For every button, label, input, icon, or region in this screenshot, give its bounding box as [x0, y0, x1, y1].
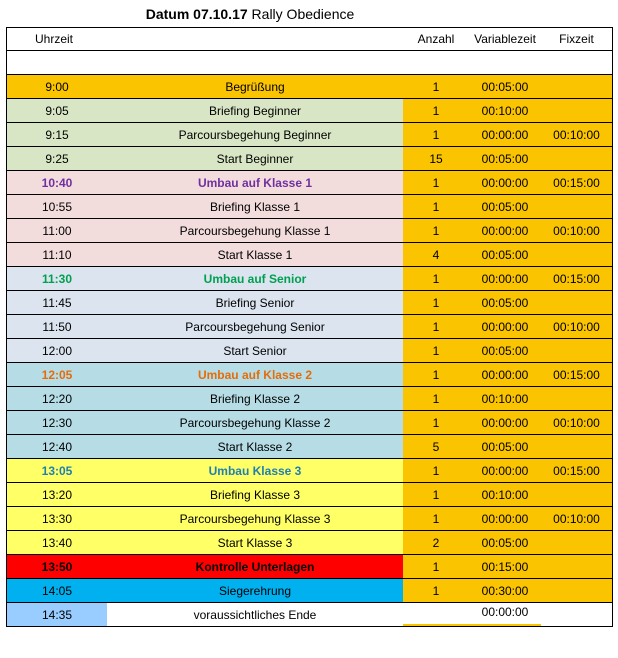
table-row [7, 507, 612, 531]
cell-fixed [541, 435, 612, 458]
cell-count: 1 [403, 579, 469, 602]
schedule-table [6, 27, 613, 627]
cell-count: 1 [403, 291, 469, 314]
table-row [7, 459, 612, 483]
cell-count [403, 603, 469, 626]
cell-event: Umbau Klasse 3 [107, 459, 403, 482]
cell-event: Briefing Senior [107, 291, 403, 314]
cell-variable: 00:10:00 [469, 483, 541, 506]
cell-time: 11:00 [7, 219, 107, 242]
cell-count: 1 [403, 363, 469, 386]
table-row [7, 123, 612, 147]
cell-count: 15 [403, 147, 469, 170]
cell-count: 2 [403, 531, 469, 554]
cell-time: 10:40 [7, 171, 107, 194]
title-event: Rally Obedience [247, 6, 355, 22]
cell-variable: 00:05:00 [469, 531, 541, 554]
cell-variable: 00:05:00 [469, 435, 541, 458]
header-count: Anzahl [403, 28, 469, 50]
cell-event: Parcoursbegehung Beginner [107, 123, 403, 146]
cell-event: Parcoursbegehung Klasse 3 [107, 507, 403, 530]
cell-event: Parcoursbegehung Klasse 2 [107, 411, 403, 434]
cell-fixed [541, 339, 612, 362]
table-row [7, 195, 612, 219]
header-event [107, 28, 403, 50]
cell-event: Start Klasse 3 [107, 531, 403, 554]
cell-event: Parcoursbegehung Klasse 1 [107, 219, 403, 242]
cell-fixed [541, 147, 612, 170]
cell-fixed: 00:10:00 [541, 123, 612, 146]
cell-fixed: 00:10:00 [541, 315, 612, 338]
cell-variable: 00:00:00 [469, 411, 541, 434]
cell-count: 1 [403, 219, 469, 242]
cell-event: Umbau auf Klasse 2 [107, 363, 403, 386]
cell-time: 14:05 [7, 579, 107, 602]
cell-variable: 00:00:00 [469, 267, 541, 290]
table-row [7, 387, 612, 411]
cell-time: 9:05 [7, 99, 107, 122]
cell-time: 10:55 [7, 195, 107, 218]
cell-count: 5 [403, 435, 469, 458]
cell-event: Start Senior [107, 339, 403, 362]
cell-variable: 00:05:00 [469, 339, 541, 362]
table-row [7, 483, 612, 507]
cell-count: 1 [403, 483, 469, 506]
cell-fixed: 00:10:00 [541, 507, 612, 530]
cell-variable: 00:00:00 [469, 459, 541, 482]
cell-variable: 00:10:00 [469, 387, 541, 410]
cell-variable: 00:15:00 [469, 555, 541, 578]
cell-count: 4 [403, 243, 469, 266]
header-fixed: Fixzeit [541, 28, 612, 50]
cell-count: 1 [403, 339, 469, 362]
cell-event: Briefing Klasse 2 [107, 387, 403, 410]
table-row [7, 219, 612, 243]
table-row [7, 315, 612, 339]
table-row [7, 99, 612, 123]
cell-count: 1 [403, 459, 469, 482]
cell-count: 1 [403, 171, 469, 194]
cell-fixed: 00:10:00 [541, 411, 612, 434]
cell-variable: 00:05:00 [469, 75, 541, 98]
cell-time: 11:50 [7, 315, 107, 338]
table-row [7, 579, 612, 603]
cell-time: 11:10 [7, 243, 107, 266]
cell-count: 1 [403, 507, 469, 530]
cell-time: 11:30 [7, 267, 107, 290]
cell-time: 9:25 [7, 147, 107, 170]
cell-time: 9:00 [7, 75, 107, 98]
cell-count: 1 [403, 411, 469, 434]
cell-variable: 00:05:00 [469, 291, 541, 314]
table-row [7, 291, 612, 315]
table-row [7, 339, 612, 363]
cell-variable: 00:10:00 [469, 99, 541, 122]
cell-variable: 00:00:00 [469, 507, 541, 530]
table-header [7, 27, 612, 51]
table-row [7, 171, 612, 195]
cell-time: 12:05 [7, 363, 107, 386]
cell-fixed [541, 603, 612, 626]
table-row [7, 555, 612, 579]
cell-fixed [541, 291, 612, 314]
cell-fixed: 00:15:00 [541, 267, 612, 290]
cell-variable: 00:00:00 [469, 315, 541, 338]
cell-variable: 00:30:00 [469, 579, 541, 602]
cell-variable: 00:05:00 [469, 195, 541, 218]
document-title [0, 6, 500, 22]
header-time: Uhrzeit [7, 28, 107, 50]
cell-event: Start Klasse 1 [107, 243, 403, 266]
cell-variable: 00:00:00 [469, 123, 541, 146]
cell-time: 13:50 [7, 555, 107, 578]
table-row [7, 435, 612, 459]
cell-event: voraussichtliches Ende [107, 603, 403, 626]
cell-event: Start Beginner [107, 147, 403, 170]
blank-row [7, 51, 612, 75]
cell-count: 1 [403, 315, 469, 338]
cell-fixed: 00:10:00 [541, 219, 612, 242]
cell-event: Kontrolle Unterlagen [107, 555, 403, 578]
cell-time: 14:35 [7, 603, 107, 626]
cell-fixed [541, 483, 612, 506]
cell-fixed [541, 75, 612, 98]
cell-time: 13:05 [7, 459, 107, 482]
cell-event: Briefing Klasse 1 [107, 195, 403, 218]
cell-time: 12:30 [7, 411, 107, 434]
cell-event: Briefing Klasse 3 [107, 483, 403, 506]
cell-event: Parcoursbegehung Senior [107, 315, 403, 338]
cell-time: 12:40 [7, 435, 107, 458]
table-body [7, 75, 612, 627]
table-row [7, 75, 612, 99]
table-row [7, 147, 612, 171]
cell-count: 1 [403, 75, 469, 98]
cell-fixed [541, 387, 612, 410]
cell-time: 12:20 [7, 387, 107, 410]
cell-fixed: 00:15:00 [541, 363, 612, 386]
cell-fixed: 00:15:00 [541, 459, 612, 482]
cell-count: 1 [403, 267, 469, 290]
cell-count: 1 [403, 555, 469, 578]
cell-fixed: 00:15:00 [541, 171, 612, 194]
cell-variable: 00:00:00 [469, 603, 541, 626]
cell-variable: 00:05:00 [469, 243, 541, 266]
cell-fixed [541, 531, 612, 554]
cell-event: Start Klasse 2 [107, 435, 403, 458]
cell-event: Siegerehrung [107, 579, 403, 602]
cell-count: 1 [403, 99, 469, 122]
cell-variable: 00:05:00 [469, 147, 541, 170]
cell-count: 1 [403, 123, 469, 146]
cell-fixed [541, 99, 612, 122]
cell-fixed [541, 555, 612, 578]
table-row [7, 267, 612, 291]
cell-event: Umbau auf Senior [107, 267, 403, 290]
table-row [7, 363, 612, 387]
table-row [7, 531, 612, 555]
cell-event: Begrüßung [107, 75, 403, 98]
table-row [7, 243, 612, 267]
cell-time: 13:40 [7, 531, 107, 554]
cell-variable: 00:00:00 [469, 363, 541, 386]
cell-time: 9:15 [7, 123, 107, 146]
cell-time: 11:45 [7, 291, 107, 314]
cell-time: 13:30 [7, 507, 107, 530]
cell-fixed [541, 195, 612, 218]
cell-time: 12:00 [7, 339, 107, 362]
cell-count: 1 [403, 195, 469, 218]
cell-count: 1 [403, 387, 469, 410]
table-row [7, 411, 612, 435]
cell-time: 13:20 [7, 483, 107, 506]
cell-variable: 00:00:00 [469, 219, 541, 242]
cell-event: Briefing Beginner [107, 99, 403, 122]
title-date: Datum 07.10.17 [145, 6, 248, 22]
cell-fixed [541, 243, 612, 266]
cell-variable: 00:00:00 [469, 171, 541, 194]
cell-event: Umbau auf Klasse 1 [107, 171, 403, 194]
cell-fixed [541, 579, 612, 602]
header-variable: Variablezeit [469, 28, 541, 50]
table-row [7, 603, 612, 627]
